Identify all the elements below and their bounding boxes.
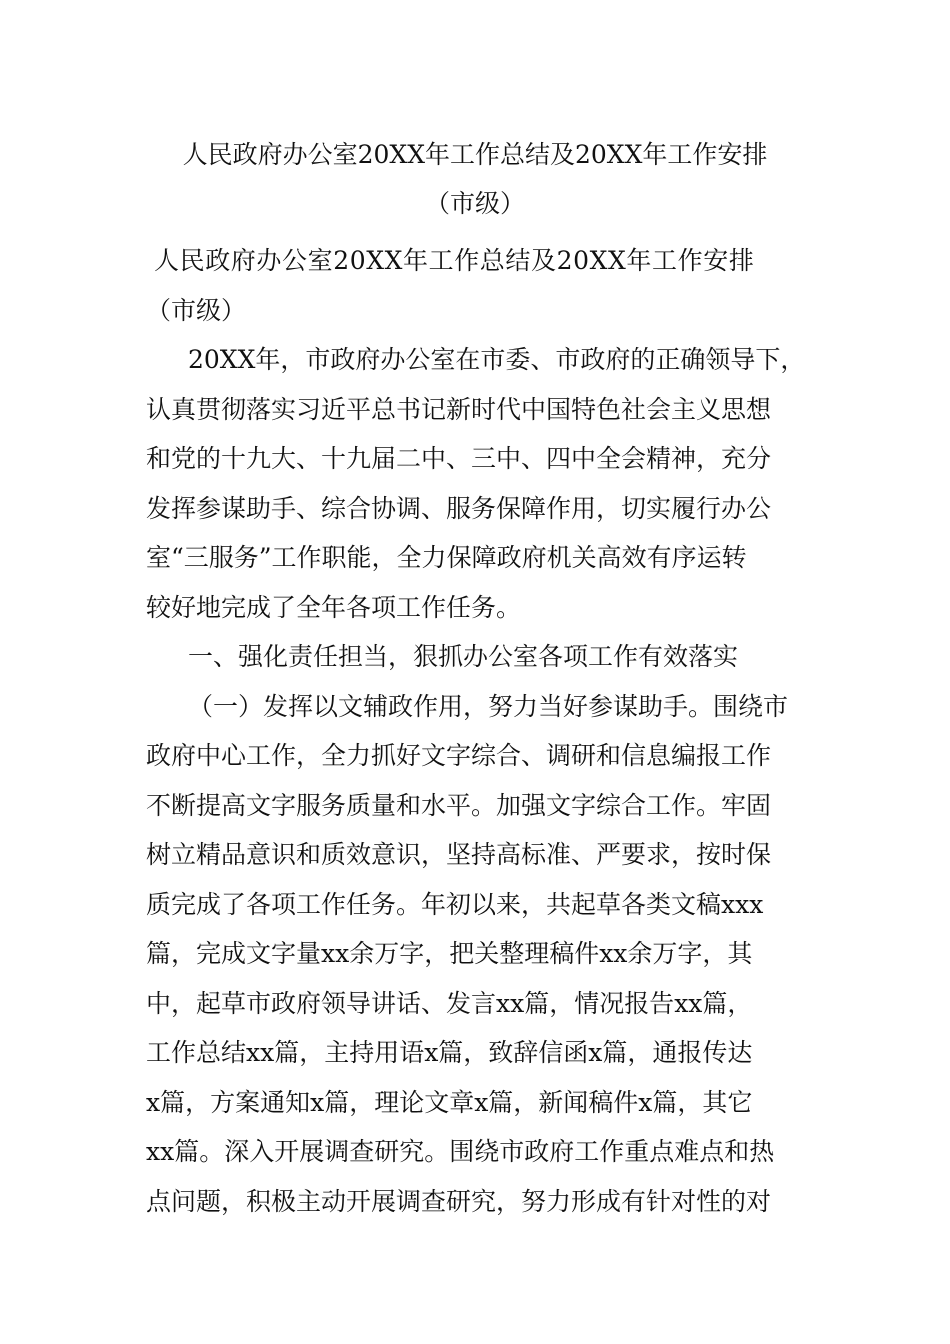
- paragraph-line: 室“三服务”工作职能，全力保障政府机关高效有序运转: [146, 543, 747, 572]
- document-body: [146, 236, 816, 1226]
- repeated-subtitle-line: （市级）: [146, 295, 247, 325]
- subsection-line: （一）发挥以文辅政作用，努力当好参谋助手。围绕市: [188, 691, 789, 721]
- paragraph-line: 不断提高文字服务质量和水平。加强文字综合工作。牢固: [146, 790, 772, 820]
- paragraph-line: 点问题，积极主动开展调查研究，努力形成有针对性的对: [146, 1186, 772, 1216]
- paragraph-line: 篇，完成文字量xx余万字，把关整理稿件xx余万字，其: [146, 939, 753, 968]
- document-title: 人民政府办公室20XX年工作总结及20XX年工作安排: [182, 140, 768, 169]
- paragraph-line: 较好地完成了全年各项工作任务。: [146, 592, 522, 622]
- paragraph-line: 20XX年，市政府办公室在市委、市政府的正确领导下，: [188, 345, 806, 374]
- paragraph-line: xx篇。深入开展调查研究。围绕市政府工作重点难点和热: [146, 1137, 775, 1166]
- paragraph-line: 发挥参谋助手、综合协调、服务保障作用，切实履行办公: [146, 493, 772, 523]
- paragraph-line: 树立精品意识和质效意识，坚持高标准、严要求，按时保: [146, 840, 772, 869]
- paragraph-line: 工作总结xx篇，主持用语x篇，致辞信函x篇，通报传达: [146, 1038, 753, 1067]
- paragraph-line: 认真贯彻落实习近平总书记新时代中国特色社会主义思想: [146, 394, 772, 424]
- paragraph-line: x篇，方案通知x篇，理论文章x篇，新闻稿件x篇，其它: [146, 1087, 753, 1117]
- repeated-title-line: 人民政府办公室20XX年工作总结及20XX年工作安排: [154, 246, 755, 275]
- document-subtitle: （市级）: [424, 189, 525, 218]
- paragraph-line: 和党的十九大、十九届二中、三中、四中全会精神，充分: [146, 444, 772, 473]
- paragraph-line: 政府中心工作，全力抓好文字综合、调研和信息编报工作: [146, 741, 772, 770]
- paragraph-line: 质完成了各项工作任务。年初以来，共起草各类文稿xxx: [146, 889, 764, 919]
- section-heading: 一、强化责任担当，狠抓办公室各项工作有效落实: [188, 642, 739, 671]
- paragraph-line: 中，起草市政府领导讲话、发言xx篇，情况报告xx篇，: [146, 988, 753, 1018]
